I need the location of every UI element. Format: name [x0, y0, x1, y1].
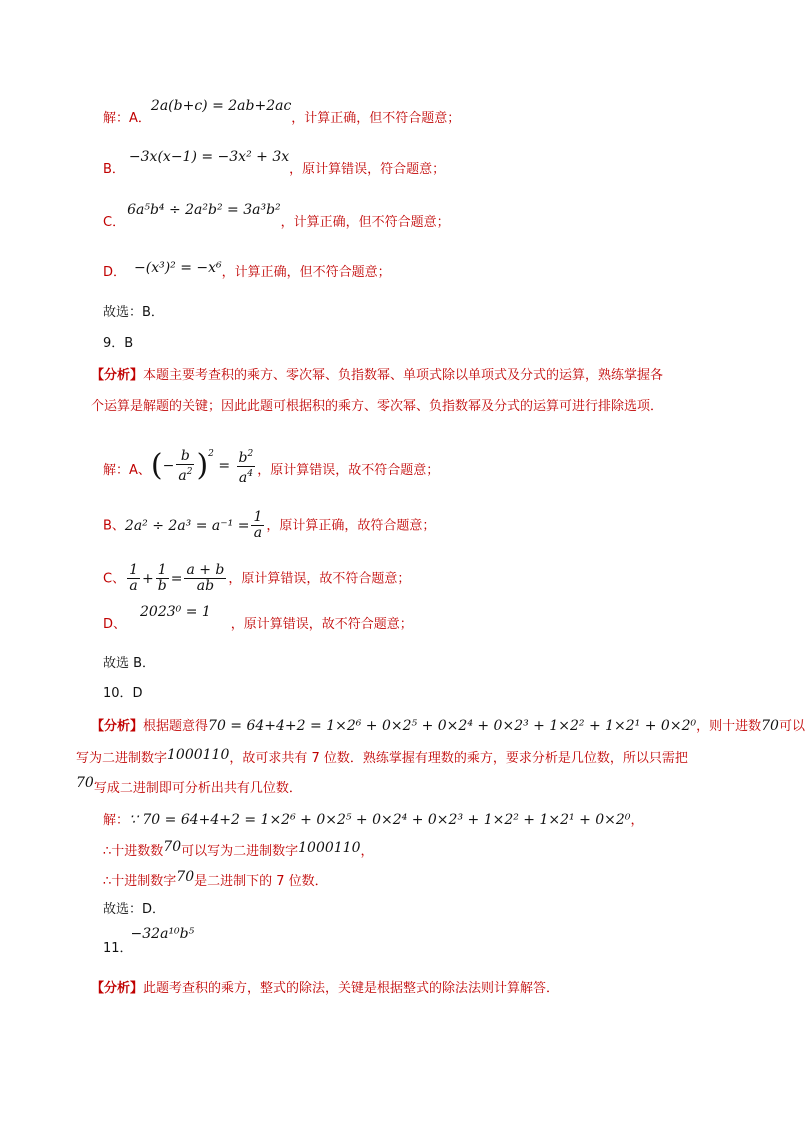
q9-option-d: D、2023⁰ = 1，原计算错误，故不符合题意； [103, 604, 413, 632]
q10-analysis-expr: 70 = 64+4+2 = 1×2⁶ + 0×2⁵ + 0×2⁴ + 0×2³ + 1×2² + 1×2¹ + 0×2⁰ [208, 718, 697, 734]
q10-solution-expr: ∵ 70 = 64+4+2 = 1×2⁶ + 0×2⁵ + 0×2⁴ + 0×2³ + 1×2² + 1×2¹ + 0×2⁰ [129, 812, 631, 828]
q10-conclusion: 故选：D． [103, 902, 166, 917]
q8-c-expr: 6a⁵b⁴ ÷ 2a²b² = 3a³b² [127, 202, 281, 218]
q10-analysis-line2: 写为二进制数字1000110，故可求共有 7 位数．熟练掌握有理数的乘方，要求分析是几位数，所以只需把 [76, 747, 688, 766]
q9-option-c: C、 $\frac{1}{a}$ + $\frac{1}{b}$ = $\frac{a + b}{ab}$ ，原计算错误，故不符合题意； [103, 562, 411, 594]
q8-option-a: 解：A．2a(b+c) = 2ab+2ac，计算正确，但不符合题意； [103, 98, 461, 126]
q8-a-expr: 2a(b+c) = 2ab+2ac [150, 98, 292, 114]
q8-option-b: B．−3x(x−1) = −3x² + 3x，原计算错误，符合题意； [103, 149, 446, 177]
q9-conclusion: 故选 B． [103, 656, 156, 671]
q8-d-expr: −(x³)² = −x⁶ [134, 260, 222, 276]
q11-answer: −32a¹⁰b⁵ [130, 926, 195, 942]
q10-solution-line3: ∴十进制数字70是二进制下的 7 位数． [103, 869, 328, 889]
q11-header: 11．−32a¹⁰b⁵ [103, 926, 195, 956]
q8-conclusion: 故选：B． [103, 305, 164, 320]
q9-analysis-line1: 【分析】本题主要考查积的乘方、零次幂、负指数幂、单项式除以单项式及分式的运算，熟练掌握各 [91, 368, 664, 383]
q10-analysis-line3: 70写成二进制即可分析出共有几位数． [76, 775, 302, 796]
q8-option-c: C．6a⁵b⁴ ÷ 2a²b² = 3a³b²，计算正确，但不符合题意； [103, 202, 450, 230]
q9-analysis-line2: 个运算是解题的关键；因此此题可根据积的乘方、零次幂、负指数幂及分式的运算可进行排除选项． [91, 399, 664, 414]
q9-option-b: B、2a² ÷ 2a³ = a⁻¹ = $\frac{1}{a}$ ，原计算正确，故符合题意； [103, 509, 436, 541]
q9-d-expr: 2023⁰ = 1 [140, 604, 211, 620]
q10-analysis-line1: 【分析】根据题意得70 = 64+4+2 = 1×2⁶ + 0×2⁵ + 0×2⁴ + 0×2³ + 1×2² + 1×2¹ + 0×2⁰，则十进数70可以 [91, 718, 805, 734]
q9-c-expr: $\frac{1}{a}$ + $\frac{1}{b}$ = $\frac{a + b}{ab}$ [129, 562, 225, 594]
q10-solution-line2: ∴十进数数70可以写为二进制数字1000110， [103, 839, 374, 859]
q9-header: 9．B [103, 336, 134, 351]
q9-option-a: 解：A、(− $\frac{b}{a^2}$ )$^2$ = $\frac{b^2}{a^4}$ ，原计算错误，故不符合题意； [103, 447, 440, 486]
q11-analysis: 【分析】此题考查积的乘方，整式的除法，关键是根据整式的除法法则计算解答． [91, 981, 560, 996]
q9-a-expr: (− $\frac{b}{a^2}$ )$^2$ = $\frac{b^2}{a^4}$ [150, 447, 254, 486]
q10-solution-line1: 解：∵ 70 = 64+4+2 = 1×2⁶ + 0×2⁵ + 0×2⁴ + 0×2³ + 1×2² + 1×2¹ + 0×2⁰， [103, 812, 644, 828]
q10-header: 10．D [103, 686, 143, 701]
q8-b-expr: −3x(x−1) = −3x² + 3x [128, 149, 290, 165]
q8-option-d: D． −(x³)² = −x⁶，计算正确，但不符合题意； [103, 260, 391, 280]
q9-b-expr: 2a² ÷ 2a³ = a⁻¹ = $\frac{1}{a}$ [124, 509, 263, 541]
